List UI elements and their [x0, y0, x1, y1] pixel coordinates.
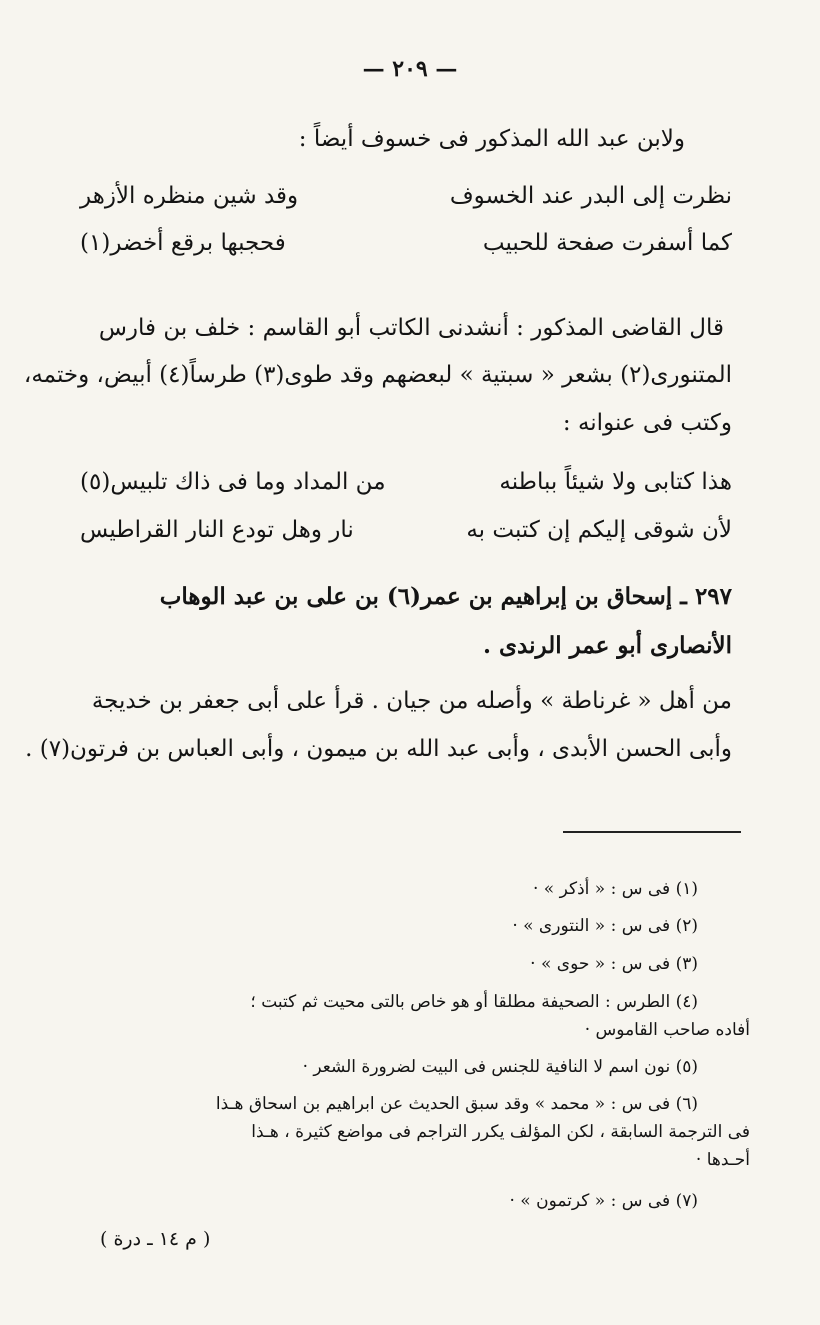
hemistich: وقد شين منظره الأزهر	[80, 183, 299, 209]
page-number: — ٢٠٩ —	[362, 56, 458, 82]
footnote: (٣) فى س : « حوى » ·	[530, 954, 698, 974]
footnote: (٧) فى س : « كرتمون » ·	[509, 1191, 698, 1211]
footnote-divider	[563, 831, 741, 833]
poem1-verse-1	[80, 183, 732, 219]
paragraph-line: وكتب فى عنوانه :	[562, 410, 732, 436]
paragraph-line: المتنورى(٢) بشعر « سبتية » لبعضهم وقد طوى(٣) طرساً(٤) أبيض، وختمه،	[23, 362, 732, 388]
hemistich: فحجبها برقع أخضر(١)	[80, 230, 286, 256]
signature-mark: ( م ١٤ ـ درة )	[100, 1228, 211, 1250]
paragraph-line: وأبى الحسن الأبدى ، وأبى عبد الله بن ميمون ، وأبى العباس بن فرتون(٧) .	[25, 736, 732, 762]
footnote: (٤) الطرس : الصحيفة مطلقا أو هو خاص بالتى محيت ثم كتبت ؛	[250, 992, 698, 1012]
poem2-verse-1	[80, 469, 732, 505]
hemistich: من المداد وما فى ذاك تلبيس(٥)	[80, 469, 386, 495]
paragraph-line: من أهل « غرناطة » وأصله من جيان . قرأ على أبى جعفر بن خديجة	[91, 688, 732, 714]
footnote-continuation: أحـدها ·	[695, 1150, 750, 1170]
hemistich: لأن شوقى إليكم إن كتبت به	[466, 517, 732, 543]
hemistich: كما أسفرت صفحة للحبيب	[482, 230, 732, 256]
footnote: (٦) فى س : « محمد » وقد سبق الحديث عن ابراهيم بن اسحاق هـذا	[215, 1094, 698, 1114]
intro-line: ولابن عبد الله المذكور فى خسوف أيضاً :	[298, 126, 685, 152]
footnote: (٥) نون اسم لا النافية للجنس فى البيت لضرورة الشعر ·	[302, 1057, 698, 1077]
hemistich: نظرت إلى البدر عند الخسوف	[449, 183, 732, 209]
entry-heading: الأنصارى أبو عمر الرندى .	[483, 632, 732, 659]
hemistich: هذا كتابى ولا شيئاً بباطنه	[499, 469, 732, 495]
footnote: (٢) فى س : « النتورى » ·	[512, 916, 698, 936]
footnote: (١) فى س : « أذكر » ·	[533, 879, 698, 899]
hemistich: نار وهل تودع النار القراطيس	[80, 517, 354, 543]
poem1-verse-2	[80, 230, 732, 266]
paragraph-line: قال القاضى المذكور : أنشدنى الكاتب أبو القاسم : خلف بن فارس	[98, 315, 724, 341]
poem2-verse-2	[80, 517, 732, 553]
footnote-continuation: فى الترجمة السابقة ، لكن المؤلف يكرر التراجم فى مواضع كثيرة ، هـذا	[251, 1122, 750, 1142]
footnote-continuation: أفاده صاحب القاموس ·	[584, 1020, 750, 1040]
entry-heading: ٢٩٧ ـ إسحاق بن إبراهيم بن عمر(٦) بن على بن عبد الوهاب	[159, 583, 732, 610]
